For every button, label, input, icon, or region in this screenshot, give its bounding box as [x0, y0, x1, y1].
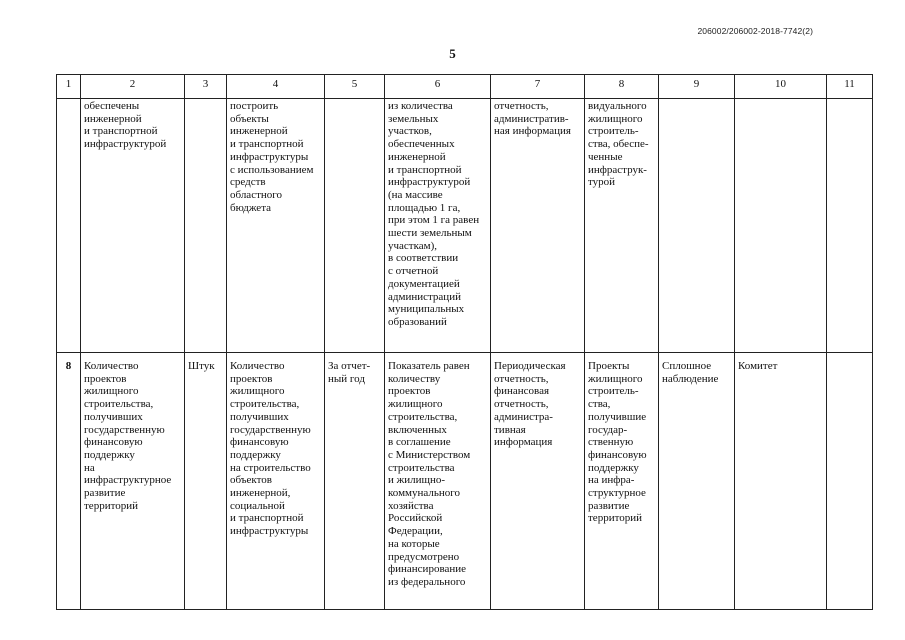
cell-line: ства, обеспе- [588, 138, 649, 151]
cell-line: жилищного [388, 398, 443, 411]
cell-line: финансирование [388, 563, 467, 576]
cell-line: жилищного [588, 372, 643, 385]
cell-line: объекты [230, 112, 269, 125]
header-cell: 2 [81, 75, 185, 99]
cell-line: отчетность, [494, 398, 549, 411]
cell-line: территорий [588, 512, 643, 525]
indicator-name-cell [81, 353, 185, 610]
cell-line: из количества [388, 100, 453, 112]
cell-line: хозяйства [388, 499, 434, 512]
header-cell: 9 [659, 75, 735, 99]
cell-line: проектов [84, 372, 127, 385]
cell-line: и транспортной [230, 138, 304, 151]
cell-line: Российской [388, 512, 443, 525]
cell-line: инфраструк- [588, 163, 647, 176]
cell-line: включенных [388, 423, 447, 436]
extra-cell [827, 99, 873, 353]
cell-line: финансовая [494, 385, 550, 398]
row-number-cell [57, 99, 81, 353]
cell-line: и транспортной [388, 163, 462, 176]
cell-line: инженерной [230, 125, 288, 138]
unit-of-observation-cell [585, 99, 659, 353]
table-row [57, 99, 873, 353]
cell-line: инженерной [388, 150, 446, 163]
cell-line: строитель- [588, 385, 639, 398]
cell-line: участков, [388, 125, 432, 138]
cell-line: поддержку [588, 461, 639, 474]
header-cell: 1 [57, 75, 81, 99]
cell-line: (на массиве [388, 188, 443, 201]
cell-line: наблюдение [662, 372, 719, 385]
method-cell [385, 99, 491, 353]
cell-line: развитие [588, 499, 630, 512]
source-cell [491, 353, 585, 610]
cell-line: обеспеченных [388, 138, 455, 151]
cell-line: с использованием [230, 163, 314, 176]
cell-line: Комитет [738, 360, 778, 372]
responsible-cell [735, 99, 827, 353]
cell-line: ства, [588, 398, 611, 411]
cell-line: ная информация [494, 125, 571, 138]
header-cell: 3 [185, 75, 227, 99]
cell-line: с отчетной [388, 265, 439, 278]
cell-line: средств [230, 176, 266, 189]
cell-line: участкам), [388, 239, 438, 252]
cell-line: администраций [388, 290, 461, 303]
cell-line: шести земельным [388, 227, 472, 240]
page-number: 5 [449, 46, 456, 61]
cell-line: муниципальных [388, 303, 465, 316]
cell-line: видуального [588, 100, 647, 112]
cell-line: Показатель равен [388, 360, 470, 372]
cell-line: площадью 1 га, [388, 201, 461, 214]
cell-line: структурное [588, 487, 646, 500]
cell-line: тивная [494, 423, 526, 436]
cell-line: земельных [388, 112, 439, 125]
header-cell: 4 [227, 75, 325, 99]
table-header-row [57, 75, 873, 99]
cell-line: жилищного [84, 385, 139, 398]
period-cell [325, 353, 385, 610]
cell-line: финансовую [588, 448, 647, 461]
cell-line: отчетность, [494, 372, 549, 385]
cell-line: администра- [494, 410, 553, 423]
coverage-cell [659, 99, 735, 353]
cell-line: Проекты [588, 360, 630, 372]
source-cell [491, 99, 585, 353]
cell-line: Количество [84, 360, 139, 372]
cell-line: развитие [84, 487, 126, 500]
cell-line: турой [588, 176, 616, 189]
header-cell: 10 [735, 75, 827, 99]
cell-line: обеспечены [84, 100, 140, 112]
cell-line: территорий [84, 499, 139, 512]
cell-line: поддержку [84, 448, 135, 461]
responsible-cell [735, 353, 827, 610]
cell-line: при этом 1 га равен [388, 214, 480, 227]
table-row [57, 353, 873, 610]
cell-line: инфраструктурой [84, 138, 167, 151]
row-number-cell [57, 353, 81, 610]
cell-line: ственную [588, 436, 634, 449]
method-cell [385, 353, 491, 610]
cell-line: государ- [588, 423, 628, 436]
cell-line: отчетность, [494, 100, 549, 112]
cell-line: объектов [230, 474, 272, 487]
cell-line: ный год [328, 372, 365, 385]
cell-line: ченные [588, 150, 623, 163]
header-cell: 5 [325, 75, 385, 99]
cell-line: инфраструктурой [388, 176, 471, 189]
cell-line: документацией [388, 277, 460, 290]
cell-line: проектов [230, 372, 273, 385]
cell-line: жилищного [588, 112, 643, 125]
header-cell: 7 [491, 75, 585, 99]
cell-line: инфраструктурное [84, 474, 172, 487]
cell-line: строитель- [588, 125, 639, 138]
document-id: 206002/206002-2018-7742(2) [697, 26, 813, 36]
cell-line: инженерной, [230, 487, 291, 500]
cell-line: Федерации, [388, 525, 443, 538]
cell-line: строительства, [84, 398, 154, 411]
cell-line: Штук [188, 360, 215, 372]
period-cell [325, 99, 385, 353]
cell-line: получивших [84, 410, 143, 423]
cell-line: информация [494, 436, 553, 449]
cell-line: Периодическая [494, 360, 566, 372]
definition-cell [227, 353, 325, 610]
header-cell: 11 [827, 75, 873, 99]
definition-cell [227, 99, 325, 353]
cell-line: бюджета [230, 201, 272, 214]
header-cell: 6 [385, 75, 491, 99]
cell-line: инфраструктуры [230, 150, 309, 163]
cell-line: на инфра- [588, 474, 635, 487]
cell-line: в соответствии [388, 252, 459, 265]
cell-line: областного [230, 188, 283, 201]
indicator-table [56, 74, 873, 610]
cell-line: и транспортной [230, 512, 304, 525]
cell-line: финансовую [230, 436, 289, 449]
cell-line: поддержку [230, 448, 281, 461]
cell-line: административ- [494, 112, 569, 125]
cell-line: жилищного [230, 385, 285, 398]
cell-line: получивших [230, 410, 289, 423]
cell-line: строительства [388, 461, 455, 474]
cell-line: из федерального [388, 575, 466, 588]
header-cell: 8 [585, 75, 659, 99]
cell-line: строительства, [388, 410, 458, 423]
cell-line: строительства, [230, 398, 300, 411]
cell-line: на которые [388, 537, 440, 550]
indicator-name-cell [81, 99, 185, 353]
cell-line: построить [230, 100, 279, 112]
cell-line: коммунального [388, 487, 460, 500]
cell-line: инфраструктуры [230, 525, 309, 538]
unit-cell [185, 353, 227, 610]
cell-line: на строительство [230, 461, 311, 474]
cell-line: 8 [65, 360, 72, 372]
cell-line: Сплошное [662, 360, 712, 372]
cell-line: образований [388, 315, 447, 328]
cell-line: государственную [230, 423, 311, 436]
cell-line: с Министерством [388, 448, 471, 461]
cell-line: инженерной [84, 112, 142, 125]
unit-of-observation-cell [585, 353, 659, 610]
cell-line: социальной [230, 499, 285, 512]
cell-line: на [84, 461, 95, 474]
cell-line: финансовую [84, 436, 143, 449]
cell-line: количеству [388, 372, 441, 385]
cell-line: получившие [588, 410, 647, 423]
coverage-cell [659, 353, 735, 610]
cell-line: государственную [84, 423, 165, 436]
cell-line: проектов [388, 385, 431, 398]
cell-line: За отчет- [328, 360, 371, 372]
extra-cell [827, 353, 873, 610]
cell-line: и жилищно- [388, 474, 446, 487]
cell-line: предусмотрено [388, 550, 460, 563]
unit-cell [185, 99, 227, 353]
cell-line: Количество [230, 360, 285, 372]
cell-line: и транспортной [84, 125, 158, 138]
cell-line: в соглашение [388, 436, 451, 449]
